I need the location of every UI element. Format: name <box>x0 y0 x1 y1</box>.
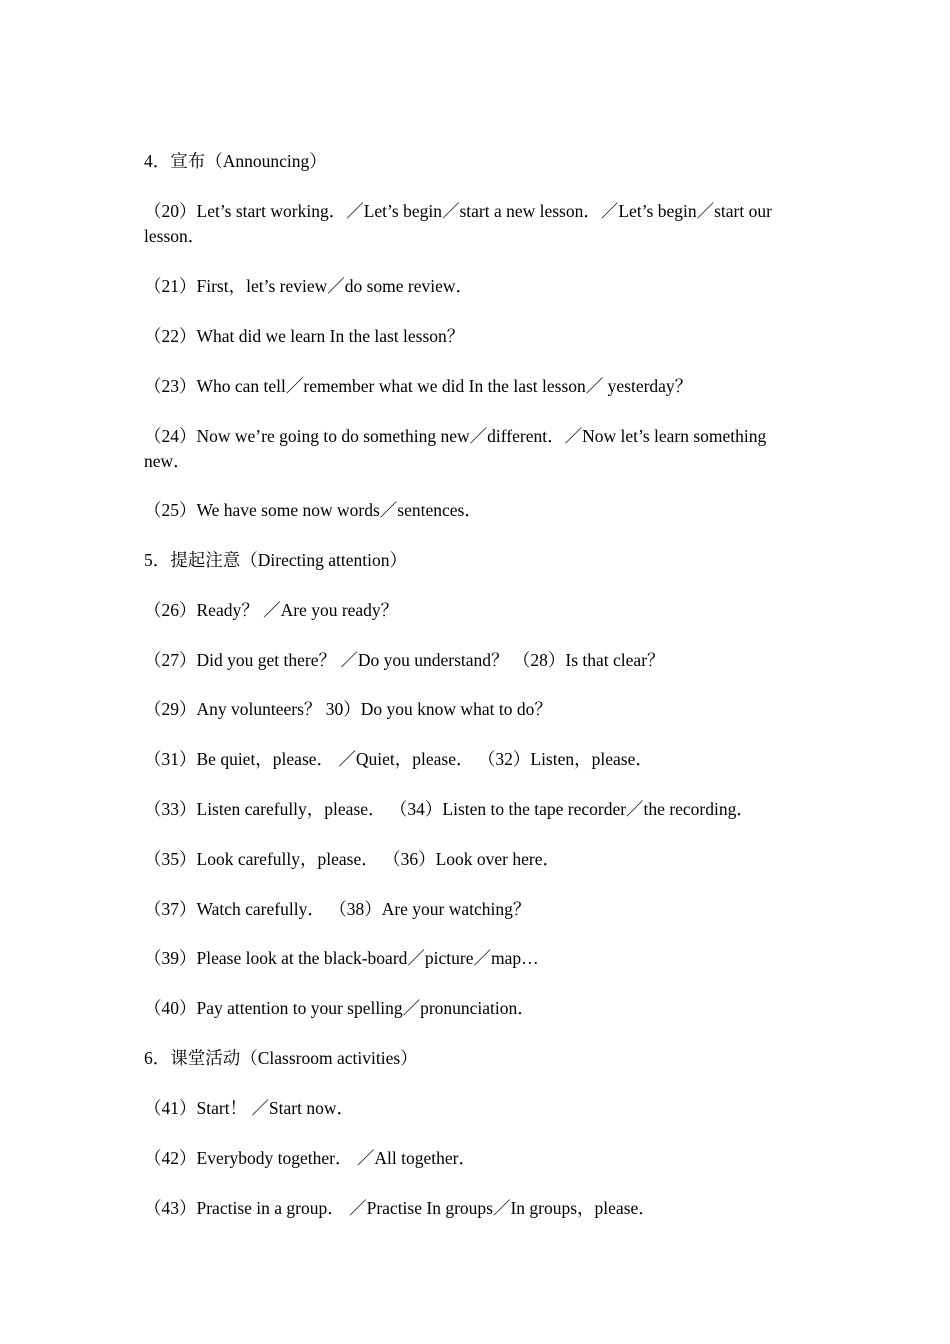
list-item: （42）Everybody together． ／All together． <box>144 1148 476 1168</box>
list-item: （25）We have some now words／sentences． <box>144 500 482 520</box>
list-item: （31）Be quiet，please． ／Quiet，please． （32）Listen，please． <box>144 749 653 769</box>
list-item: （20）Let’s start working．／Let’s begin／start a new lesson．／Let’s begin／start our lesson． <box>144 201 772 246</box>
section-heading-classroom-activities: 6．课堂活动（Classroom activities） <box>144 1048 418 1068</box>
list-item: （22）What did we learn In the last lesson？ <box>144 326 465 346</box>
list-item: （39）Please look at the black-board／picture／map… <box>144 948 539 968</box>
list-item: （29）Any volunteers？ 30）Do you know what to do？ <box>144 699 552 719</box>
list-item: （33）Listen carefully，please． （34）Listen to the tape recorder／the recording． <box>144 799 754 819</box>
list-item: （23）Who can tell／remember what we did In the last lesson／ yesterday？ <box>144 376 693 396</box>
section-heading-announcing: 4．宣布（Announcing） <box>144 151 327 171</box>
list-item: （43）Practise in a group． ／Practise In groups／In groups，please． <box>144 1198 656 1218</box>
list-item: （41）Start！ ／Start now． <box>144 1098 354 1118</box>
list-item: （27）Did you get there？ ／Do you understand？ （28）Is that clear？ <box>144 650 665 670</box>
section-heading-directing-attention: 5．提起注意（Directing attention） <box>144 550 407 570</box>
list-item: （26）Ready？ ／Are you ready？ <box>144 600 399 620</box>
list-item: （40）Pay attention to your spelling／pronunciation． <box>144 998 535 1018</box>
list-item: （37）Watch carefully． （38）Are your watching？ <box>144 899 531 919</box>
list-item: （35）Look carefully，please． （36）Look over here． <box>144 849 560 869</box>
list-item: （21）First，let’s review／do some review． <box>144 276 474 296</box>
list-item: （24）Now we’re going to do something new／different．／Now let’s learn something new． <box>144 426 767 471</box>
